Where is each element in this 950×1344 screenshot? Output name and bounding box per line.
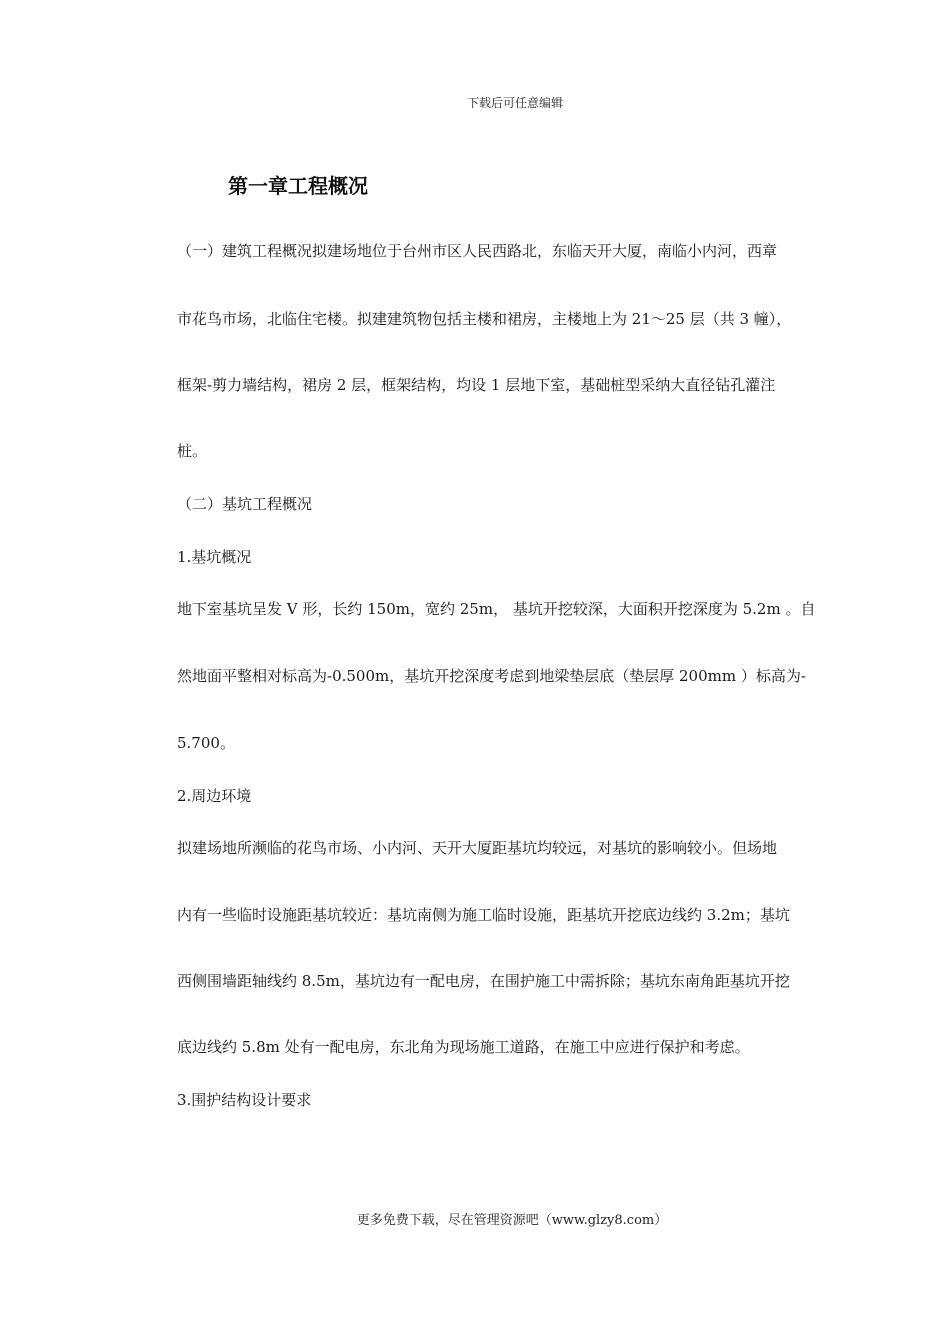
body-line: 内有一些临时设施距基坑较近：基坑南侧为施工临时设施，距基坑开挖底边线约 3.2m；基坑 xyxy=(177,906,790,924)
body-line: （一）建筑工程概况拟建场地位于台州市区人民西路北，东临天开大厦，南临小内河，西章 xyxy=(177,242,778,260)
page-header: 下载后可任意编辑 xyxy=(466,96,563,110)
subsection-heading: 3.围护结构设计要求 xyxy=(177,1091,312,1109)
body-line: 然地面平整相对标高为-0.500m，基坑开挖深度考虑到地梁垫层底（垫层厚 200mm ）标高为- xyxy=(177,667,806,685)
body-line: 底边线约 5.8m 处有一配电房，东北角为现场施工道路，在施工中应进行保护和考虑。 xyxy=(177,1038,750,1056)
body-line: 西侧围墙距轴线约 8.5m，基坑边有一配电房，在围护施工中需拆除；基坑东南角距基坑开挖 xyxy=(177,972,790,990)
body-line: 市花鸟市场，北临住宅楼。拟建建筑物包括主楼和裙房，主楼地上为 21～25 层（共 3 幢）， xyxy=(177,310,792,328)
body-line: 框架-剪力墙结构，裙房 2 层，框架结构，均设 1 层地下室，基础桩型采纳大直径钻孔灌注 xyxy=(177,376,776,394)
page-footer: 更多免费下载，尽在管理资源吧（www.glzy8.com） xyxy=(356,1213,668,1228)
body-line: 桩。 xyxy=(177,442,208,460)
body-line: 拟建场地所濒临的花鸟市场、小内河、天开大厦距基坑均较远，对基坑的影响较小。但场地 xyxy=(177,839,778,857)
chapter-title: 第一章工程概况 xyxy=(228,174,368,198)
subsection-heading: 2.周边环境 xyxy=(177,787,252,805)
section-heading: （二）基坑工程概况 xyxy=(177,495,313,513)
body-line: 地下室基坑呈发 V 形，长约 150m，宽约 25m， 基坑开挖较深，大面积开挖深度为 5.2m 。自 xyxy=(177,600,816,618)
body-line: 5.700。 xyxy=(177,734,235,752)
subsection-heading: 1.基坑概况 xyxy=(177,548,252,566)
